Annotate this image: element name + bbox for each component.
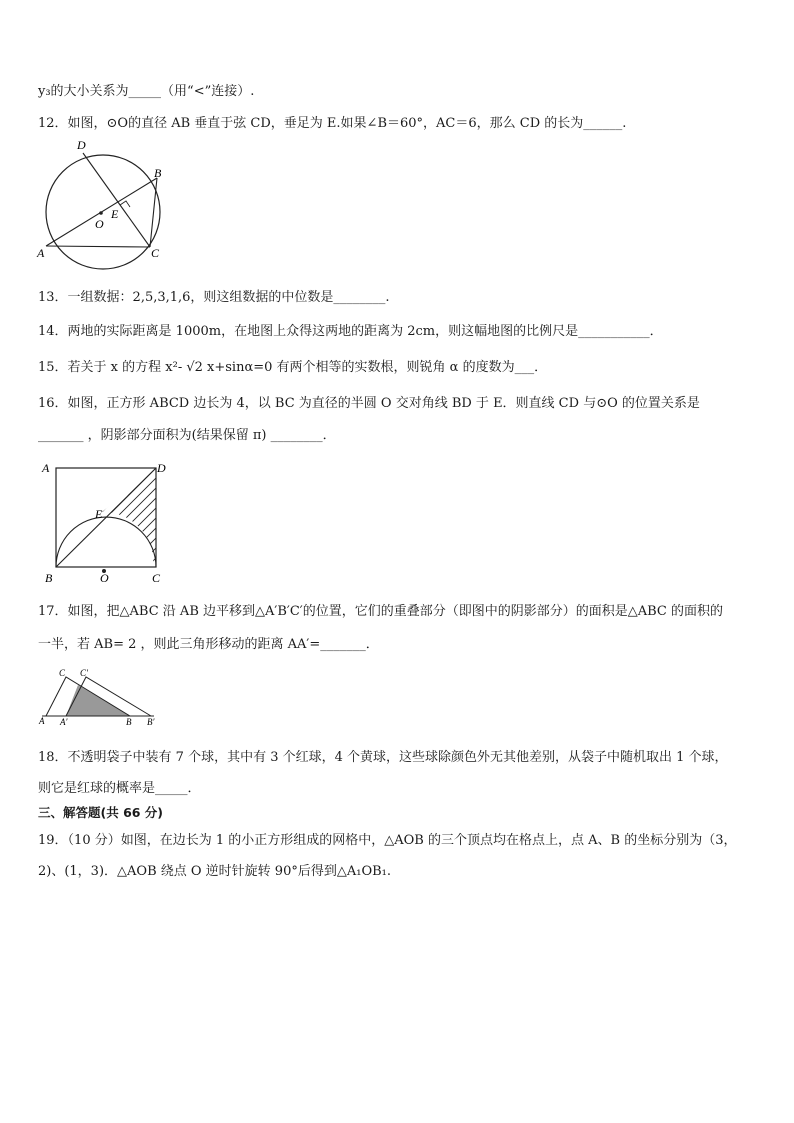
question-17-line-2: 一半，若 AB= 2 ，则此三角形移动的距离 AA′=_______．	[38, 637, 379, 652]
label-o: O	[95, 217, 104, 231]
label-c: C	[151, 246, 160, 260]
label-o: O	[100, 571, 109, 585]
question-16-line-1: 16．如图，正方形 ABCD 边长为 4，以 BC 为直径的半圆 O 交对角线 BD 于 E．则直线 CD 与⊙O 的位置关系是	[38, 396, 700, 411]
question-19-line-1: 19．（10 分）如图，在边长为 1 的小正方形组成的网格中，△AOB 的三个顶点均在格点上，点 A、B 的坐标分别为（3，	[38, 833, 737, 848]
section-3-heading: 三、解答题(共 66 分)	[38, 805, 164, 820]
question-13: 13．一组数据：2,5,3,1,6，则这组数据的中位数是________.	[38, 290, 390, 305]
question-15: 15．若关于 x 的方程 x²- √2 x+sinα=0 有两个相等的实数根，则锐角 α 的度数为___．	[38, 360, 548, 375]
q11-tail: y₃的大小关系为_____（用“<”连接）.	[38, 84, 255, 99]
label-e: E	[111, 207, 119, 221]
question-17-line-1: 17．如图，把△ABC 沿 AB 边平移到△A′B′C′的位置，它们的重叠部分（即图中的阴影部分）的面积是△ABC 的面积的	[38, 604, 724, 619]
label-b: B	[154, 166, 162, 180]
question-19-line-2: 2)、(1，3)．△AOB 绕点 O 逆时针旋转 90°后得到△A₁OB₁.	[38, 864, 392, 879]
label-b-prime: B′	[147, 717, 155, 726]
label-c-prime: C′	[80, 668, 88, 678]
label-a: A	[39, 716, 45, 726]
figure-17	[34, 664, 164, 726]
question-14: 14．两地的实际距离是 1000m，在地图上众得这两地的距离为 2cm，则这幅地图的比例尺是___________．	[38, 324, 663, 339]
question-18-line-2: 则它是红球的概率是_____．	[38, 781, 201, 796]
question-12: 12．如图，⊙O的直径 AB 垂直于弦 CD，垂足为 E.如果∠B＝60°，AC＝6，那么 CD 的长为______.	[38, 116, 627, 131]
question-18-line-1: 18．不透明袋子中装有 7 个球，其中有 3 个红球，4 个黄球，这些球除颜色外无其他差别，从袋子中随机取出 1 个球，	[38, 750, 728, 765]
label-e: E	[95, 507, 103, 521]
figure-12	[34, 136, 172, 274]
label-b: B	[45, 571, 53, 585]
label-b: B	[126, 717, 132, 726]
label-a: A	[42, 461, 50, 475]
label-a: A	[37, 246, 45, 260]
label-c: C	[59, 668, 66, 678]
label-a-prime: A′	[60, 717, 68, 726]
label-d: D	[157, 461, 166, 475]
figure-16	[36, 458, 176, 586]
label-c: C	[152, 571, 161, 585]
question-16-line-2: _______ ，阴影部分面积为(结果保留 π) ________．	[38, 428, 336, 443]
label-d: D	[77, 138, 86, 152]
